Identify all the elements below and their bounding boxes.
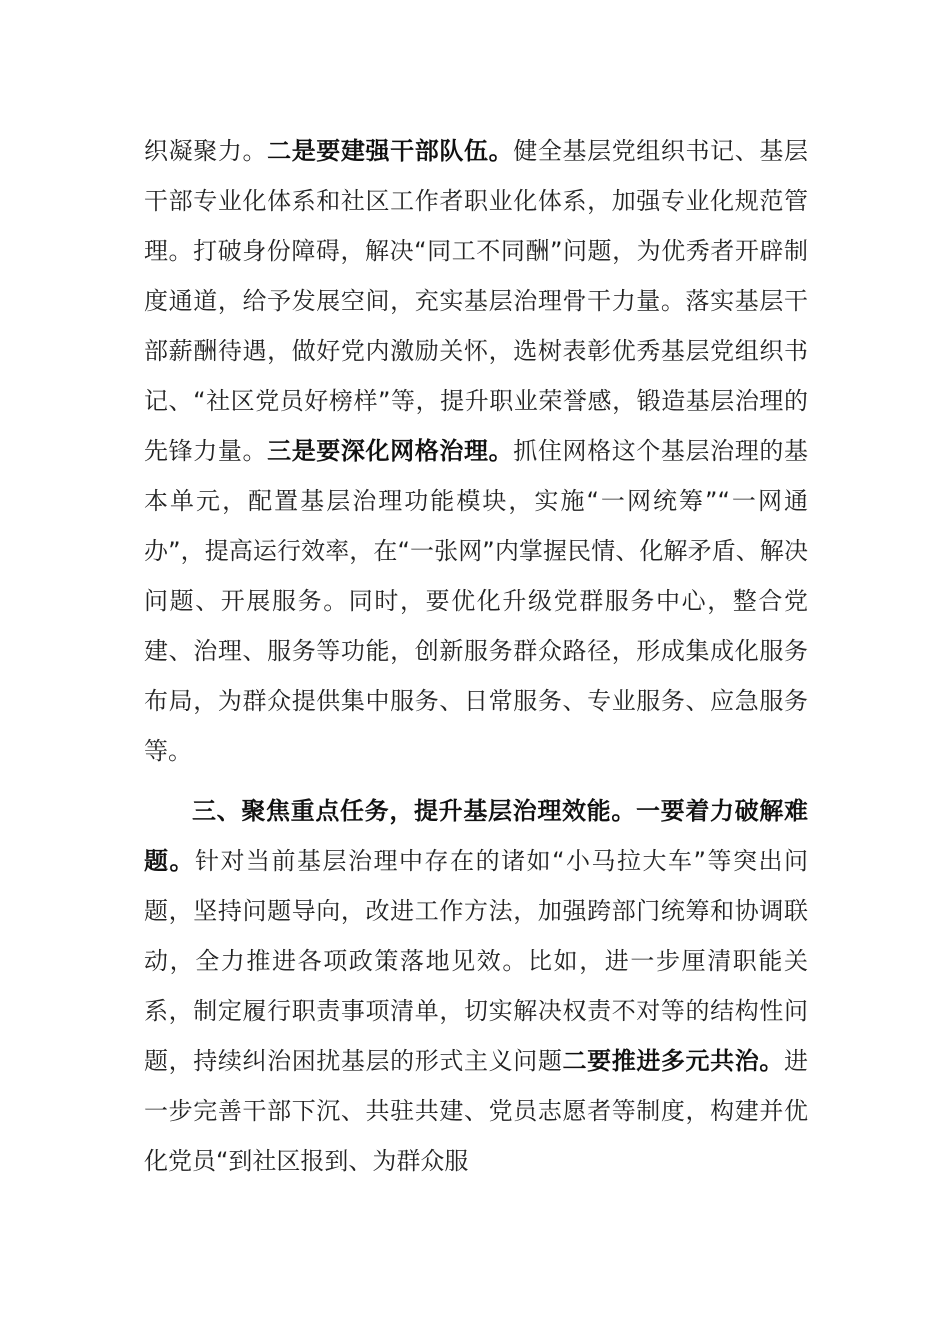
paragraph-1 — [144, 126, 808, 776]
paragraph-1-heading-run-1: 二是要建强干部队伍。 — [267, 137, 514, 165]
paragraph-1-text-run-1: 织凝聚力。 — [144, 137, 268, 165]
paragraph-1-heading-run-2: 三是要深化网格治理。 — [267, 437, 514, 465]
paragraph-2-text-run-1: 针对当前基层治理中存在的诸如“小马拉大车”等突出问题，坚持问题导向，改进工作方法，加强跨部门统筹和协调联动，全力推进各项政策落地见效。比如，进一步厘清职能关系，制定履行职责事项清单，切实解决权责不对等的结构性问题，持续纠治困扰基层的形式主义问题 — [144, 847, 808, 1075]
paragraph-2 — [144, 786, 808, 1186]
paragraph-2-heading-run-2: 二要推进多元共治。 — [562, 1047, 785, 1075]
paragraph-2-heading-run-1: 三、聚焦重点任务，提升基层治理效能。一要着力破解难题。 — [144, 797, 808, 875]
paragraph-1-text-run-2: 健全基层党组织书记、基层干部专业化体系和社区工作者职业化体系，加强专业化规范管理。打破身份障碍，解决“同工不同酬”问题，为优秀者开辟制度通道，给予发展空间，充实基层治理骨干力量。落实基层干部薪酬待遇，做好党内激励关怀，选树表彰优秀基层党组织书记、“社区党员好榜样”等，提升职业荣誉感，锻造基层治理的先锋力量。 — [144, 137, 809, 465]
paragraph-2-text-run-2: 进一步完善干部下沉、共驻共建、党员志愿者等制度，构建并优化党员“到社区报到、为群众服 — [144, 1047, 809, 1175]
document-body — [144, 126, 808, 1186]
paragraph-1-text-run-3: 抓住网格这个基层治理的基本单元，配置基层治理功能模块，实施“一网统筹”“一网通办”，提高运行效率，在“一张网”内掌握民情、化解矛盾、解决问题、开展服务。同时，要优化升级党群服务中心，整合党建、治理、服务等功能，创新服务群众路径，形成集成化服务布局，为群众提供集中服务、日常服务、专业服务、应急服务等。 — [144, 437, 809, 765]
